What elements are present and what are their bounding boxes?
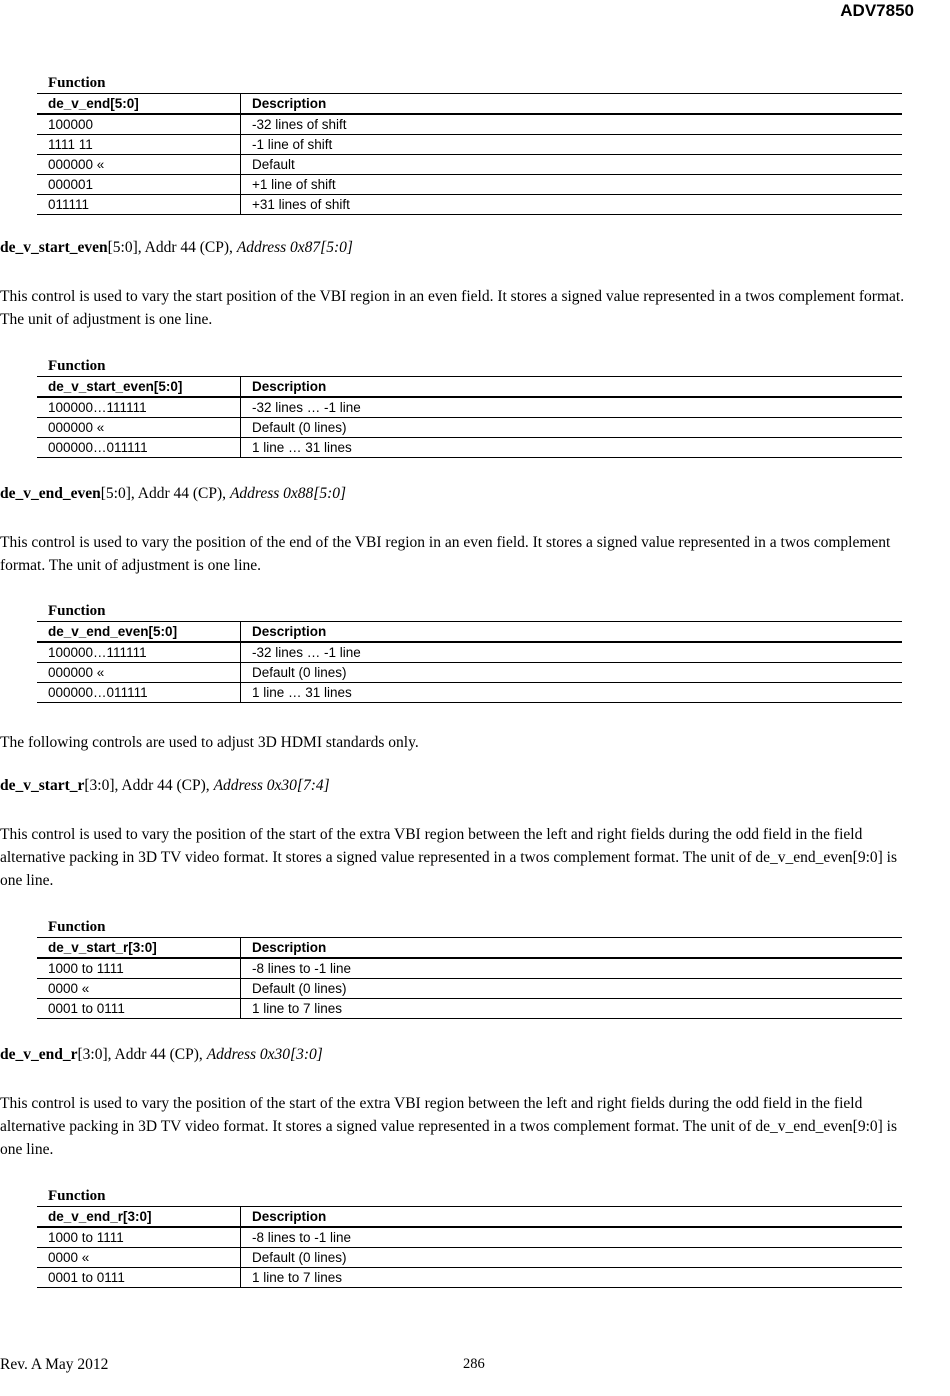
- paragraph-end-even: This control is used to vary the position of the end of the VBI region in an even field. It stores a signed value represented in a twos complement format. The unit of adjustment is one line.: [0, 534, 891, 574]
- table-row: [37, 175, 902, 195]
- table-header-row: [37, 94, 902, 115]
- register-heading-de-v-end-r: [0, 1046, 323, 1064]
- table-header-row: [37, 1207, 902, 1228]
- table-cell-value: 1111 11: [37, 135, 241, 155]
- column-header-description: Description: [241, 377, 903, 398]
- function-table-de-v-end-r: [37, 1187, 902, 1288]
- table-cell-value: 000000 «: [37, 663, 241, 683]
- table-row: [37, 663, 902, 683]
- table-header-row: [37, 622, 902, 643]
- table-cell-description: -32 lines … -1 line: [241, 642, 903, 663]
- register-heading-de-v-start-r: [0, 777, 330, 795]
- table-cell-value: 0000 «: [37, 1248, 241, 1268]
- table-row: [37, 979, 902, 999]
- table-cell-value: 0001 to 0111: [37, 999, 241, 1019]
- table-row: [37, 958, 902, 979]
- function-table-de-v-end: [37, 74, 902, 215]
- register-addr: , Addr 44 (CP),: [137, 239, 237, 256]
- table-header-row: [37, 377, 902, 398]
- table-cell-description: 1 line … 31 lines: [241, 683, 903, 703]
- table-row: [37, 1268, 902, 1288]
- table-cell-value: 1000 to 1111: [37, 1227, 241, 1248]
- register-name: de_v_start_even: [0, 239, 108, 256]
- table-cell-value: 000000…011111: [37, 438, 241, 458]
- register-name: de_v_end_r: [0, 1046, 78, 1063]
- table-row: [37, 683, 902, 703]
- footer-revision: Rev. A May 2012: [0, 1356, 109, 1373]
- register-name: de_v_end_even: [0, 485, 101, 502]
- table-row: [37, 155, 902, 175]
- table-cell-description: +31 lines of shift: [241, 195, 903, 215]
- table-cell-description: Default: [241, 155, 903, 175]
- table-row: [37, 438, 902, 458]
- table-cell-value: 1000 to 1111: [37, 958, 241, 979]
- table-row: [37, 135, 902, 155]
- table-cell-description: -32 lines … -1 line: [241, 397, 903, 418]
- column-header-field: de_v_end_r[3:0]: [37, 1207, 241, 1228]
- table-cell-value: 000000 «: [37, 155, 241, 175]
- register-bits: [3:0]: [84, 777, 115, 794]
- table-cell-value: 000000…011111: [37, 683, 241, 703]
- register-addr: , Addr 44 (CP),: [107, 1046, 207, 1063]
- table-row: [37, 397, 902, 418]
- table-cell-value: 0001 to 0111: [37, 1268, 241, 1288]
- table-row: [37, 418, 902, 438]
- table-cell-value: 011111: [37, 195, 241, 215]
- function-label: Function: [48, 75, 106, 91]
- register-bits: [5:0]: [107, 239, 138, 256]
- table-cell-value: 100000…111111: [37, 642, 241, 663]
- column-header-field: de_v_start_r[3:0]: [37, 938, 241, 959]
- table-cell-description: Default (0 lines): [241, 1248, 903, 1268]
- paragraph-start-even: This control is used to vary the start position of the VBI region in an even field. It stores a signed value represented in a twos complement format. The unit of adjustment is one line.: [0, 288, 905, 328]
- function-label: Function: [48, 358, 106, 374]
- column-header-description: Description: [241, 94, 903, 115]
- table-header-row: [37, 938, 902, 959]
- column-header-description: Description: [241, 1207, 903, 1228]
- register-address: Address 0x30[3:0]: [206, 1046, 323, 1063]
- table-cell-description: +1 line of shift: [241, 175, 903, 195]
- table-cell-description: Default (0 lines): [241, 418, 903, 438]
- register-addr: , Addr 44 (CP),: [114, 777, 214, 794]
- register-name: de_v_start_r: [0, 777, 85, 794]
- function-label: Function: [48, 919, 106, 935]
- table-cell-description: 1 line … 31 lines: [241, 438, 903, 458]
- column-header-field: de_v_start_even[5:0]: [37, 377, 241, 398]
- table-cell-description: Default (0 lines): [241, 979, 903, 999]
- table-cell-value: 000001: [37, 175, 241, 195]
- table-row: [37, 1227, 902, 1248]
- paragraph-following-controls: The following controls are used to adjust 3D HDMI standards only.: [0, 734, 419, 751]
- table-cell-description: -8 lines to -1 line: [241, 1227, 903, 1248]
- table-row: [37, 1248, 902, 1268]
- function-table-de-v-start-even: [37, 357, 902, 458]
- footer-page-number: 286: [463, 1356, 485, 1372]
- table-cell-description: -8 lines to -1 line: [241, 958, 903, 979]
- table-cell-value: 0000 «: [37, 979, 241, 999]
- function-label: Function: [48, 1188, 106, 1204]
- register-addr: , Addr 44 (CP),: [130, 485, 230, 502]
- function-table-de-v-start-r: [37, 918, 902, 1019]
- table-cell-value: 100000: [37, 114, 241, 135]
- function-label: Function: [48, 603, 106, 619]
- table-cell-value: 100000…111111: [37, 397, 241, 418]
- table-row: [37, 114, 902, 135]
- table-row: [37, 195, 902, 215]
- register-address: Address 0x88[5:0]: [229, 485, 347, 502]
- function-table-de-v-end-even: [37, 602, 902, 703]
- register-address: Address 0x87[5:0]: [236, 239, 353, 256]
- table-cell-description: -1 line of shift: [241, 135, 903, 155]
- table-cell-description: Default (0 lines): [241, 663, 903, 683]
- column-header-description: Description: [241, 622, 903, 643]
- table-cell-description: 1 line to 7 lines: [241, 999, 903, 1019]
- table-cell-description: -32 lines of shift: [241, 114, 903, 135]
- register-address: Address 0x30[7:4]: [213, 777, 330, 794]
- table-row: [37, 999, 902, 1019]
- register-heading-de-v-start-even: [0, 239, 353, 257]
- register-bits: [3:0]: [77, 1046, 108, 1063]
- register-bits: [5:0]: [100, 485, 131, 502]
- column-header-field: de_v_end_even[5:0]: [37, 622, 241, 643]
- document-header-title: ADV7850: [840, 1, 914, 20]
- register-heading-de-v-end-even: [0, 485, 346, 503]
- column-header-field: de_v_end[5:0]: [37, 94, 241, 115]
- paragraph-start-r: This control is used to vary the position of the start of the extra VBI region between the left and right fields during the odd field in the field alternative packing in 3D TV video format. It stores a signed value represented in a twos complement format. The unit of de_v_end_even[9:0] is one line.: [0, 826, 898, 889]
- table-cell-value: 000000 «: [37, 418, 241, 438]
- table-cell-description: 1 line to 7 lines: [241, 1268, 903, 1288]
- table-row: [37, 642, 902, 663]
- column-header-description: Description: [241, 938, 903, 959]
- paragraph-end-r: This control is used to vary the position of the start of the extra VBI region between the left and right fields during the odd field in the field alternative packing in 3D TV video format. It stores a signed value represented in a twos complement format. The unit of de_v_end_even[9:0] is one line.: [0, 1095, 898, 1158]
